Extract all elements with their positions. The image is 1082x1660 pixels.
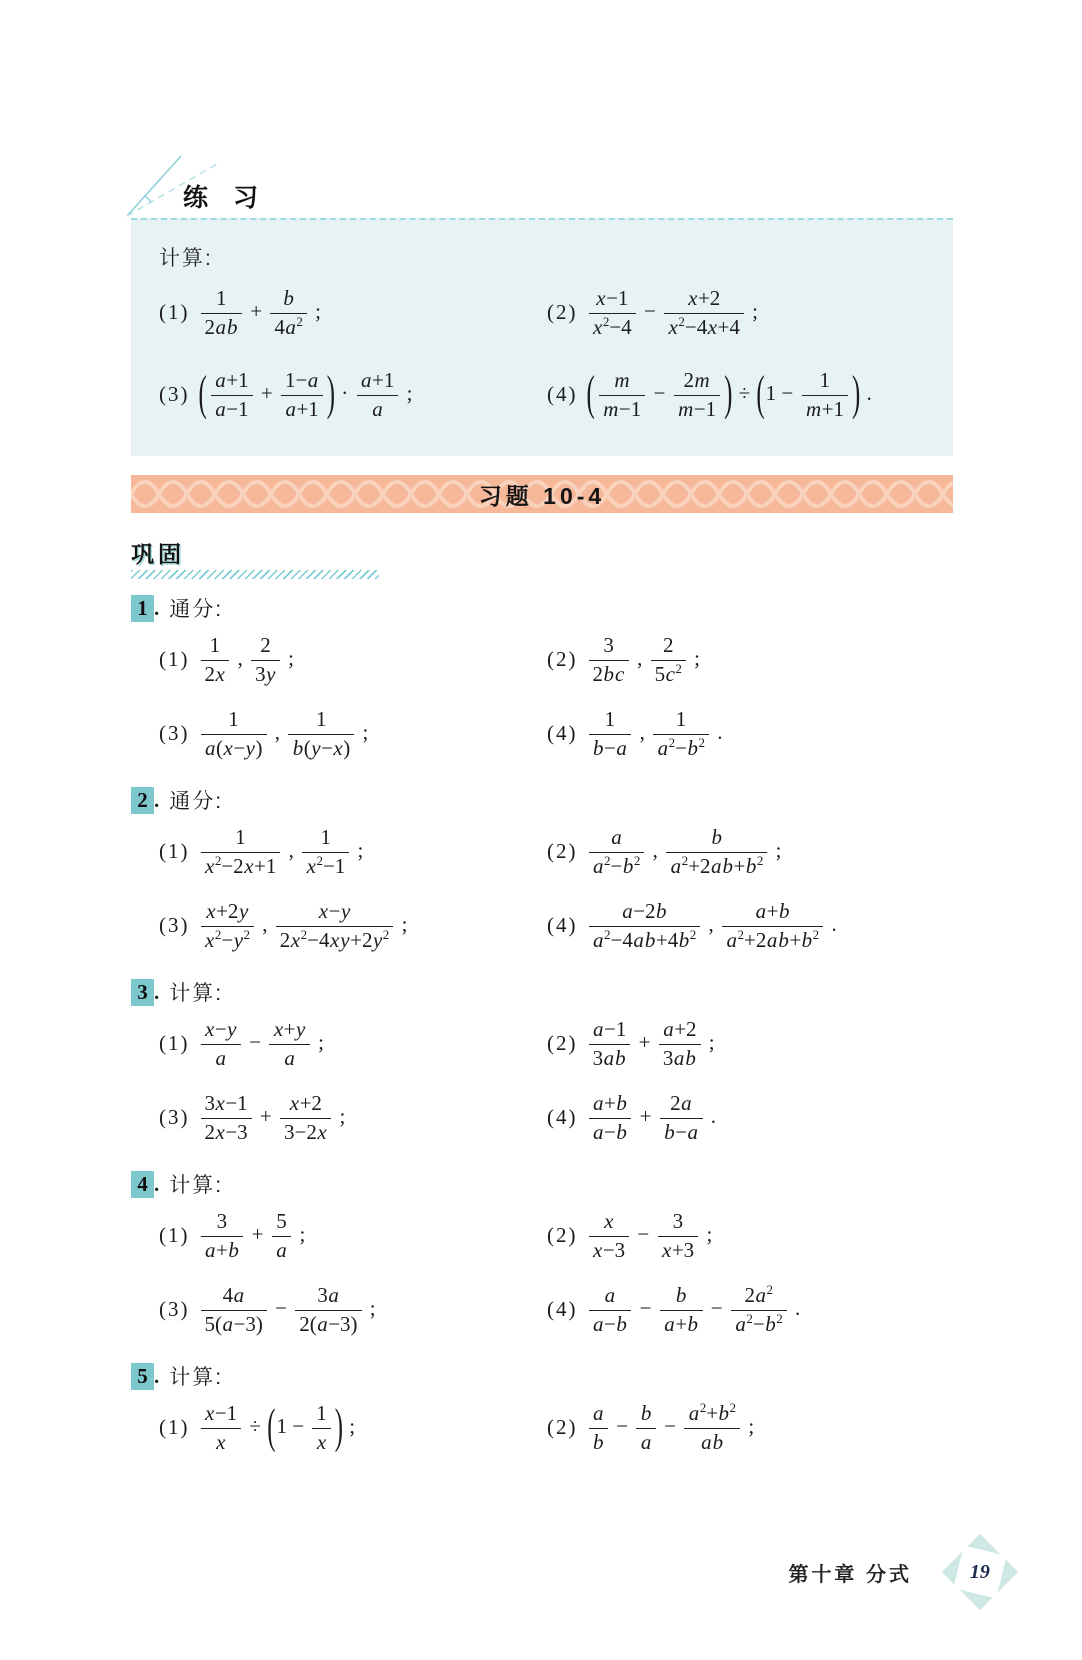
math-expression: $\frac{x+2y}{x^2-y^2}$ , $\frac{x-y}{2x^2-4xy+2y^2}$ ; [198, 900, 408, 952]
subproblem-label: (3) [159, 721, 190, 746]
math-expression: $\frac{1}{b-a}$ , $\frac{1}{a^2-b^2}$ . [586, 708, 723, 760]
problem-prompt: 计算: [169, 1366, 224, 1389]
math-expression: $\frac{1}{2x}$ , $\frac{2}{3y}$ ; [198, 634, 295, 686]
subproblem [159, 1199, 529, 1273]
subproblem-label: (3) [159, 1297, 190, 1322]
subproblem [159, 1273, 529, 1347]
problem-prompt: 计算: [169, 982, 224, 1005]
subproblem [547, 1007, 953, 1081]
math-expression: $\frac{1}{x^2-2x+1}$ , $\frac{1}{x^2-1}$ ; [198, 826, 364, 878]
problem-header [131, 977, 953, 1007]
subproblem-label: (2) [547, 1223, 578, 1248]
subproblem [547, 697, 953, 771]
subproblem-label: (3) [159, 1105, 190, 1130]
subproblem-label: (2) [547, 1031, 578, 1056]
math-expression: $\frac{x-1}{x^2-4}$ − $\frac{x+2}{x^2-4x+4}$ ; [586, 287, 758, 339]
subproblem-label: (4) [547, 913, 578, 938]
subproblem-label: (4) [547, 721, 578, 746]
problem-number-badge: 3 [131, 979, 154, 1006]
problem-number-dot: . [154, 787, 160, 812]
problem-number-dot: . [154, 1363, 160, 1388]
math-expression: $\frac{a}{b}$ − $\frac{b}{a}$ − $\frac{a^2+b^2}{ab}$ ; [586, 1402, 755, 1454]
math-expression: ( $\frac{a+1}{a-1}$ + $\frac{1-a}{a+1}$ ) · $\frac{a+1}{a}$ ; [198, 367, 413, 421]
subproblem [547, 1391, 953, 1465]
problem-header [131, 593, 953, 623]
practice-box [131, 218, 953, 456]
subproblem [159, 623, 529, 697]
page-number: 19 [970, 1560, 990, 1583]
math-expression: $\frac{a}{a^2-b^2}$ , $\frac{b}{a^2+2ab+b^2}$ ; [586, 826, 782, 878]
subproblem-label: (2) [547, 1415, 578, 1440]
subproblem-label: (2) [547, 647, 578, 672]
problem-prompt: 通分: [169, 598, 224, 621]
subproblem [159, 1081, 529, 1155]
subproblem [547, 1081, 953, 1155]
practice-item-2 [547, 272, 933, 354]
subproblem-label: (4) [547, 1105, 578, 1130]
math-expression: $\frac{x}{x-3}$ − $\frac{3}{x+3}$ ; [586, 1210, 713, 1262]
problem-header [131, 1169, 953, 1199]
math-expression: $\frac{1}{2ab}$ + $\frac{b}{4a^2}$ ; [198, 287, 321, 339]
problem-prompt: 通分: [169, 790, 224, 813]
subproblem [159, 815, 529, 889]
page-footer [0, 1534, 1082, 1610]
subproblem [547, 623, 953, 697]
subproblem [159, 697, 529, 771]
subproblem-label: (4) [547, 382, 578, 407]
math-expression: ( $\frac{m}{m-1}$ − $\frac{2m}{m-1}$ ) ÷ (1 − $\frac{1}{m+1}$ ) . [586, 367, 872, 421]
math-expression: $\frac{3}{2bc}$ , $\frac{2}{5c^2}$ ; [586, 634, 701, 686]
subproblem-label: (1) [159, 1031, 190, 1056]
math-expression: $\frac{3x-1}{2x-3}$ + $\frac{x+2}{3-2x}$ ; [198, 1092, 346, 1144]
math-expression: $\frac{a-2b}{a^2-4ab+4b^2}$ , $\frac{a+b}{a^2+2ab+b^2}$ . [586, 900, 837, 952]
practice-item-1 [159, 272, 529, 354]
problem-number-badge: 2 [131, 787, 154, 814]
subproblem [547, 815, 953, 889]
math-expression: $\frac{x-y}{a}$ − $\frac{x+y}{a}$ ; [198, 1018, 324, 1070]
problem-number-badge: 1 [131, 595, 154, 622]
subproblem-label: (1) [159, 647, 190, 672]
subproblem-label: (4) [547, 1297, 578, 1322]
math-expression: $\frac{1}{a(x-y)}$ , $\frac{1}{b(y-x)}$ ; [198, 708, 369, 760]
subproblem [159, 1391, 529, 1465]
exercises-banner-title: 习题 10-4 [478, 482, 606, 509]
math-expression: $\frac{x-1}{x}$ ÷ (1 − $\frac{1}{x}$ ) ; [198, 1402, 356, 1454]
subproblem-label: (1) [159, 1415, 190, 1440]
page-number-diamond [942, 1534, 1018, 1610]
exercises-banner [131, 475, 953, 513]
problem-number-dot: . [154, 1171, 160, 1196]
subproblem-label: (2) [547, 839, 578, 864]
subproblem [547, 889, 953, 963]
consolidate-section-header [131, 536, 953, 579]
math-expression: $\frac{4a}{5(a-3)}$ − $\frac{3a}{2(a-3)}$ ; [198, 1284, 376, 1336]
hatch-underline [131, 570, 379, 579]
problem-4 [131, 1169, 953, 1347]
subproblem [159, 1007, 529, 1081]
practice-header [131, 152, 953, 218]
page-content [131, 152, 953, 1465]
problem-prompt: 计算: [169, 1174, 224, 1197]
subproblem [547, 1273, 953, 1347]
subproblem-label: (1) [159, 839, 190, 864]
subproblem-label: (1) [159, 1223, 190, 1248]
problem-2 [131, 785, 953, 963]
problem-header [131, 1361, 953, 1391]
problem-3 [131, 977, 953, 1155]
practice-item-3 [159, 354, 529, 436]
subproblem [547, 1199, 953, 1273]
problem-5 [131, 1361, 953, 1465]
chapter-label: 第十章 分式 [788, 1563, 912, 1586]
math-expression: $\frac{a-1}{3ab}$ + $\frac{a+2}{3ab}$ ; [586, 1018, 715, 1070]
practice-items [159, 272, 933, 436]
problem-number-badge: 4 [131, 1171, 154, 1198]
practice-prompt: 计算: [159, 247, 213, 270]
subproblem-label: (2) [547, 300, 578, 325]
math-expression: $\frac{a}{a-b}$ − $\frac{b}{a+b}$ − $\frac{2a^2}{a^2-b^2}$ . [586, 1284, 801, 1336]
problem-header [131, 785, 953, 815]
problem-number-dot: . [154, 979, 160, 1004]
problem-1 [131, 593, 953, 771]
math-expression: $\frac{a+b}{a-b}$ + $\frac{2a}{b-a}$ . [586, 1092, 717, 1144]
subproblem-label: (1) [159, 300, 190, 325]
practice-title: 练 习 [183, 184, 267, 212]
math-expression: $\frac{3}{a+b}$ + $\frac{5}{a}$ ; [198, 1210, 306, 1262]
consolidate-title: 巩固 [131, 541, 185, 567]
problem-number-badge: 5 [131, 1363, 154, 1390]
practice-item-4 [547, 354, 933, 436]
subproblem [159, 889, 529, 963]
problem-number-dot: . [154, 595, 160, 620]
subproblem-label: (3) [159, 382, 190, 407]
subproblem-label: (3) [159, 913, 190, 938]
